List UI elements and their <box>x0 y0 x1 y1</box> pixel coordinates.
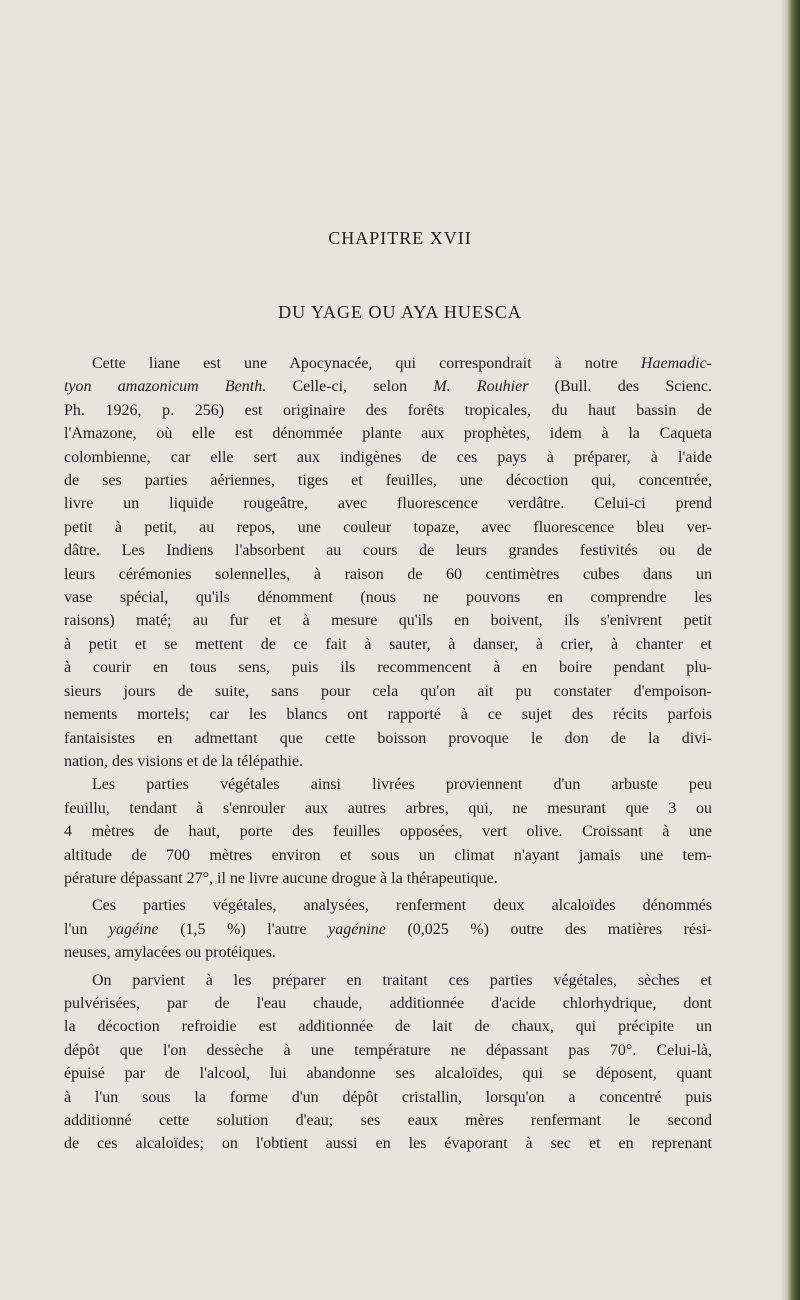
text-line: nation, des visions et de la télépathie. <box>64 752 304 770</box>
text-line: dâtre. Les Indiens l'absorbent au cours de leurs grandes festivités ou de <box>64 542 712 560</box>
text-line: l'un yagéine (1,5 %) l'autre yagénine (0,025 %) outre des matières rési- <box>64 920 713 938</box>
text-line: pulvérisées, par de l'eau chaude, additionnée d'acide chlorhydrique, dont <box>64 994 712 1012</box>
text-line: la décoction refroidie est additionnée de lait de chaux, qui précipite un <box>64 1018 712 1036</box>
text-line: vase spécial, qu'ils dénomment (nous ne pouvons en comprendre les <box>64 589 712 607</box>
text-line: pérature dépassant 27°, il ne livre aucune drogue à la thérapeutique. <box>64 869 498 887</box>
text-line: additionné cette solution d'eau; ses eaux mères renfermant le second <box>64 1112 712 1129</box>
text-line: colombienne, car elle sert aux indigènes de ces pays à préparer, à l'aide <box>64 448 712 466</box>
text-line: tyon amazonicum Benth. Celle-ci, selon M. Rouhier (Bull. des Scienc. <box>64 378 712 396</box>
text-line: nements mortels; car les blancs ont rapporté à ce sujet des récits parfois <box>64 706 712 724</box>
text-line: feuillu, tendant à s'enrouler aux autres arbres, qui, ne mesurant que 3 ou <box>64 799 712 817</box>
text-line: raisons) maté; au fur et à mesure qu'ils en boivent, ils s'enivrent petit <box>64 612 712 630</box>
text-line: Ph. 1926, p. 256) est originaire des forêts tropicales, du haut bassin de <box>64 401 712 419</box>
text-line: livre un liquide rougeâtre, avec fluorescence verdâtre. Celui-ci prend <box>64 495 712 513</box>
text-line: épuisé par de l'alcool, lui abandonne ses alcaloïdes, qui se déposent, quant <box>64 1065 712 1083</box>
text-line: leurs cérémonies solennelles, à raison de 60 centimètres cubes dans un <box>64 565 712 583</box>
text-line: dépôt que l'on dessèche à une température ne dépassant pas 70°. Celui-là, <box>64 1041 712 1059</box>
text-line: Les parties végétales ainsi livrées proviennent d'un arbuste peu <box>92 776 712 794</box>
text-line: Cette liane est une Apocynacée, qui correspondrait à notre Haemadic- <box>92 355 712 372</box>
text-line: de ses parties aériennes, tiges et feuilles, une décoction qui, concentrée, <box>64 472 712 490</box>
text-line: à l'un sous la forme d'un dépôt cristallin, lorsqu'on a concentré puis <box>64 1088 712 1106</box>
page-edge-shadow <box>780 0 788 1300</box>
chapter-title: DU YAGE OU AYA HUESCA <box>278 302 522 322</box>
text-line: fantaisistes en admettant que cette boisson provoque le don de la divi- <box>64 729 712 747</box>
text-line: à petit et se mettent de ce fait à sauter, à danser, à crier, à chanter et <box>64 635 712 653</box>
page-edge-binding <box>788 0 800 1300</box>
text-line: à courir en tous sens, puis ils recommencent à en boire pendant plu- <box>64 659 712 677</box>
text-line: 4 mètres de haut, porte des feuilles opposées, vert olive. Croissant à une <box>64 823 712 841</box>
body-text <box>64 352 712 1156</box>
text-line: de ces alcaloïdes; on l'obtient aussi en les évaporant à sec et en reprenant <box>64 1135 712 1153</box>
chapter-heading: CHAPITRE XVII <box>328 228 472 248</box>
text-line: l'Amazone, où elle est dénommée plante aux prophètes, idem à la Caqueta <box>64 425 712 443</box>
text-line: altitude de 700 mètres environ et sous un climat n'ayant jamais une tem- <box>64 846 712 864</box>
text-line: sieurs jours de suite, sans pour cela qu'on ait pu constater d'empoison- <box>64 682 712 700</box>
text-line: Ces parties végétales, analysées, renferment deux alcaloïdes dénommés <box>92 897 712 915</box>
text-line: petit à petit, au repos, une couleur topaze, avec fluorescence bleu ver- <box>64 518 712 536</box>
text-line: neuses, amylacées ou protéiques. <box>64 944 276 962</box>
text-line: On parvient à les préparer en traitant ces parties végétales, sèches et <box>92 971 712 989</box>
